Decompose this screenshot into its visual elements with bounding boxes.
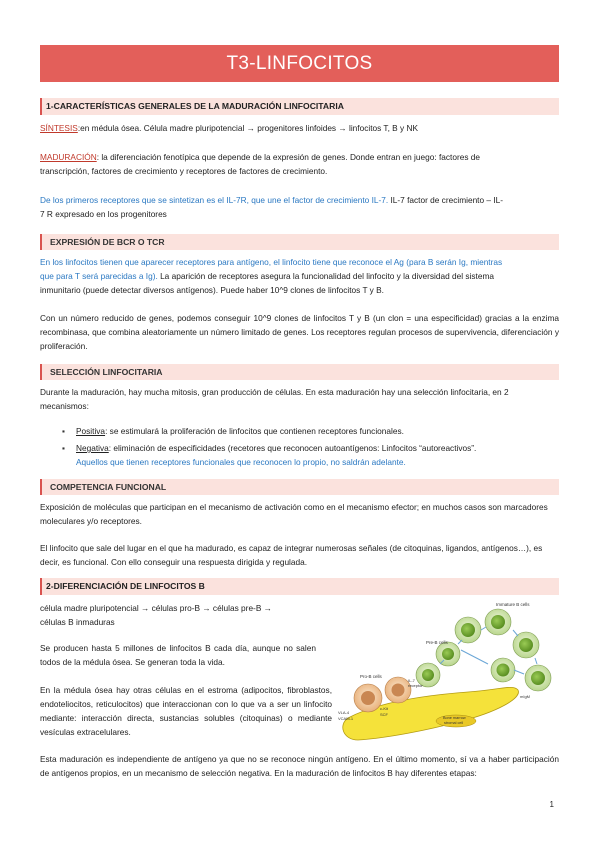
immature-b-cell xyxy=(485,609,511,635)
maduracion-text-2: transcripción, factores de crecimiento y receptores de factores de crecimiento. xyxy=(40,166,328,176)
negativa-label: Negativa xyxy=(76,443,109,453)
competencia-paragraph-2: El linfocito que sale del lugar en el que ha madurado, es capaz de integrar numerosas señales (de citoquinas, ligandos, antígenos…), es decir, es funcional. Con ello conseguir una respuesta dirigida y regulada. xyxy=(40,543,543,567)
il7-rest-text: IL-7 factor de crecimiento – IL- xyxy=(388,195,504,205)
maduracion-paragraph xyxy=(40,150,559,178)
positiva-text: : se estimulará la proliferación de linfocitos que contienen receptores funcionales. xyxy=(105,426,404,436)
seleccion-list xyxy=(40,424,559,469)
sintesis-text: :en médula ósea. Célula madre pluripotencial → progenitores linfoides → linfocitos T, B y NK xyxy=(77,123,419,133)
bcr-paragraph-1 xyxy=(40,255,559,297)
list-item xyxy=(40,424,559,438)
page-title: T3-LINFOCITOS xyxy=(40,45,559,82)
scf-label: SCF xyxy=(380,712,388,717)
bcr-line-1: En los linfocitos tienen que aparecer receptores para antígeno, el linfocito tiene que reconoce el Ag (para B serán Ig, mientras xyxy=(40,257,503,267)
stromal-label-2: stromal cell xyxy=(444,721,464,725)
seleccion-intro: Durante la maduración, hay mucha mitosis, gran producción de células. En esta maduración hay una selección linfocitaria, en 2 mecanismos: xyxy=(40,387,509,411)
diferenciacion-sequence xyxy=(40,601,340,629)
immature-b-cell xyxy=(513,632,539,658)
il7-blue-text: De los primeros receptores que se sintetizan es el IL-7R, que une el factor de crecimiento IL-7. xyxy=(40,195,389,205)
bcr-line-3: inmunitario (puede detectar diversos antígenos). Puede haber 10^9 clones de linfocitos T y B. xyxy=(40,285,384,295)
bcr-heading: EXPRESIÓN DE BCR O TCR xyxy=(40,234,559,250)
competencia-paragraph-1: Exposición de moléculas que participan en el mecanismo de activación como en el mecanismo efector; en muchos casos son marcadores moleculares y/o receptores. xyxy=(40,502,548,526)
section-heading-1: 1-CARACTERÍSTICAS GENERALES DE LA MADURACIÓN LINFOCITARIA xyxy=(40,98,559,115)
estroma-paragraph: En la médula ósea hay otras células en el estroma (adipocitos, fibroblastos, endoteliocitos, reticulocitos) que interaccionan con lo que va a ser un linfocito mediante: interacción directa, sustancias solubles (citoquinas) o mediante vesículas extracelulares. xyxy=(40,685,332,737)
competencia-heading: COMPETENCIA FUNCIONAL xyxy=(40,479,559,495)
negativa-blue-text: Aquellos que tienen receptores funcionales que reconocen lo propio, no saldrán adelante. xyxy=(76,457,406,467)
il7-line-2: 7 R expresado en los progenitores xyxy=(40,209,167,219)
sequence-line-1: célula madre pluripotencial → células pro-B → células pre-B → xyxy=(40,603,272,613)
migm-label: mIgM xyxy=(520,694,530,699)
sintesis-paragraph xyxy=(40,121,559,135)
receptor-label: receptor xyxy=(408,683,423,688)
vcam-label: VCAM-1 xyxy=(338,716,354,721)
b-cell-maturation-figure xyxy=(338,600,560,750)
sintesis-label: SÍNTESIS xyxy=(40,123,78,133)
independiente-paragraph: Esta maduración es independiente de antígeno ya que no se reconoce ningún antígeno. En el último momento, sí va a haber participación de antígenos propios, en un mecanismo de selección negativa. En la maduración de linfocitos B hay diferentes etapas: xyxy=(40,754,559,778)
pre-b-cells-label: Pre-B cells xyxy=(426,640,448,645)
bullet-icon: ▪ xyxy=(62,426,65,436)
il7-label: IL-7 xyxy=(408,678,415,683)
maduracion-text-1: : la diferenciación fenotípica que depende de la expresión de genes. Donde entran en juego: factores de xyxy=(96,152,481,162)
bcr-line-2-blue: que para T será parecidas a Ig). xyxy=(40,271,158,281)
sequence-line-2: células B inmaduras xyxy=(40,617,115,627)
immature-b-cell xyxy=(491,658,515,682)
produccion-paragraph: Se producen hasta 5 millones de linfocitos B cada día, aunque no salen todos de la médula ósea. Se generan toda la vida. xyxy=(40,643,316,667)
maduracion-label: MADURACIÓN xyxy=(40,152,97,162)
page-number: 1 xyxy=(549,800,554,809)
il7-paragraph xyxy=(40,193,559,221)
bcr-line-2-rest: La aparición de receptores asegura la funcionalidad del linfocito y la diversidad del sistema xyxy=(157,271,494,281)
stromal-label-1: Bone marrow xyxy=(443,716,466,720)
immature-b-cell xyxy=(525,665,551,691)
bcr-paragraph-2: Con un número reducido de genes, podemos conseguir 10^9 clones de linfocitos T y B (un clon = una especificidad) gracias a la enzima recombinasa, que combina aleatoriamente un número limitado de genes. Los receptores regulan procesos de supervivencia, diferenciación y proliferación. xyxy=(40,313,559,351)
pro-b-cells-label: Pro-B cells xyxy=(360,674,382,679)
list-item xyxy=(40,441,559,469)
positiva-label: Positiva xyxy=(76,426,106,436)
section-heading-2: 2-DIFERENCIACIÓN DE LINFOCITOS B xyxy=(40,578,559,595)
bullet-icon: ▪ xyxy=(62,443,65,453)
immature-b-cells-label: Immature B cells xyxy=(496,602,530,607)
seleccion-heading: SELECCIÓN LINFOCITARIA xyxy=(40,364,559,380)
negativa-text: : eliminación de especificidades (recetores que reconocen autoantígenos: Linfocitos “autoreactivos”. xyxy=(108,443,477,453)
pre-b-cell xyxy=(436,642,460,666)
vla4-label: VLA-4 xyxy=(338,710,350,715)
immature-b-cell xyxy=(455,617,481,643)
ckit-label: c-Kit xyxy=(380,706,388,711)
pro-b-cell xyxy=(354,684,382,712)
